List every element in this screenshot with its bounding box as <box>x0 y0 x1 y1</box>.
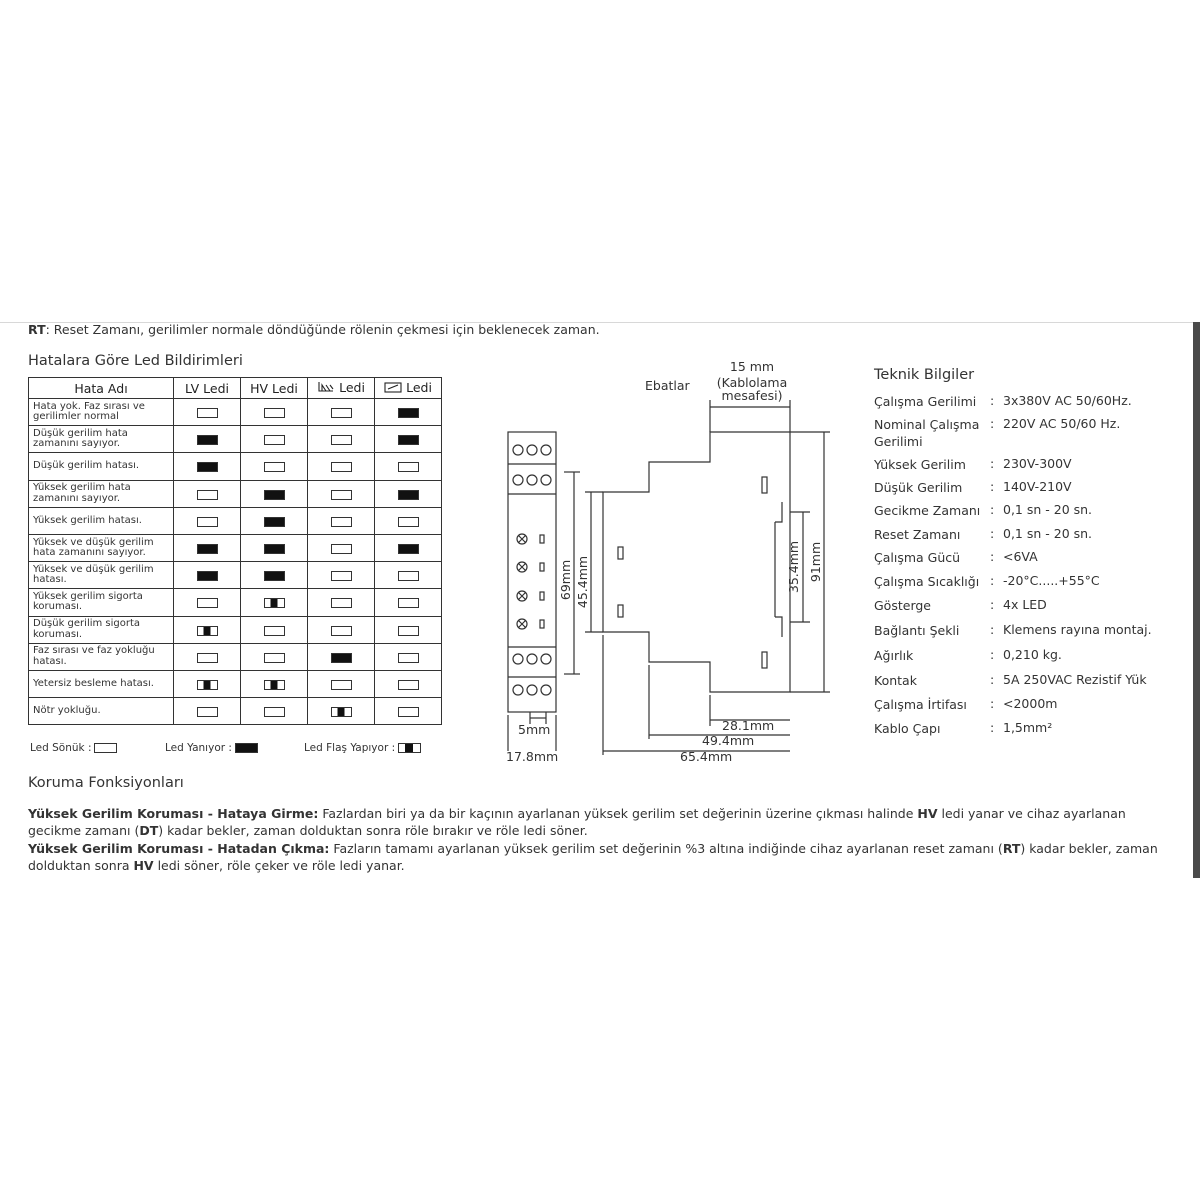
led-flash-icon <box>264 598 285 608</box>
led-cell <box>308 480 375 507</box>
led-cell <box>174 670 241 697</box>
datasheet-page <box>0 322 1200 878</box>
spec-value: -20°C.....+55°C <box>1003 573 1100 588</box>
protection-title: Koruma Fonksiyonları <box>28 775 184 791</box>
led-off-icon <box>331 462 352 472</box>
spec-colon: : <box>990 456 995 471</box>
led-off-icon <box>264 707 285 717</box>
error-name: Yüksek gerilim hatası. <box>29 507 174 534</box>
spec-colon: : <box>990 672 995 687</box>
spec-colon: : <box>990 479 995 494</box>
legend-off <box>30 742 117 754</box>
led-on-icon <box>398 435 419 445</box>
led-cell <box>241 426 308 453</box>
led-off-icon <box>197 653 218 663</box>
dim-cable-1: 15 mm <box>729 359 775 374</box>
spec-colon: : <box>990 647 995 662</box>
p1-t1: Fazlardan biri ya da bir kaçının ayarlanan yüksek gerilim set değerinin üzerine çıkması halinde <box>318 806 918 821</box>
relay-icon <box>384 381 402 396</box>
spec-label: Çalışma Gücü <box>874 550 961 565</box>
spec-label: Reset Zamanı <box>874 527 961 542</box>
dim-height-front: 69mm <box>558 559 573 601</box>
spec-value: 140V-210V <box>1003 479 1072 494</box>
led-cell <box>241 670 308 697</box>
led-off-icon <box>331 571 352 581</box>
led-cell <box>375 562 442 589</box>
dim-height-total: 91mm <box>808 541 823 583</box>
tech-title: Teknik Bilgiler <box>874 367 975 383</box>
legend-off-label: Led Sönük : <box>30 742 92 754</box>
legend-flash-label: Led Flaş Yapıyor : <box>304 742 396 754</box>
dim-cable-2: (Kablolama <box>716 375 788 390</box>
p2-t1: Fazların tamamı ayarlanan yüksek gerilim set değerinin %3 altına indiğinde cihaz ayarlanan reset zamanı ( <box>329 841 1003 856</box>
table-row <box>29 480 442 507</box>
led-cell <box>375 589 442 616</box>
spec-value: 3x380V AC 50/60Hz. <box>1003 393 1132 408</box>
led-cell <box>241 399 308 426</box>
dim-depth-3: 65.4mm <box>680 749 733 764</box>
p2-b1: RT <box>1002 841 1021 856</box>
led-off-icon <box>331 598 352 608</box>
legend-flash <box>304 742 421 754</box>
legend-flash-swatch <box>398 743 421 753</box>
table-row <box>29 589 442 616</box>
led-cell <box>375 670 442 697</box>
led-cell <box>308 616 375 643</box>
table-row <box>29 643 442 670</box>
spec-label: Düşük Gerilim <box>874 480 963 495</box>
protection-paragraph-1 <box>28 805 1168 839</box>
led-cell <box>241 562 308 589</box>
spec-colon: : <box>990 393 995 408</box>
dim-cable-3: mesafesi) <box>721 388 783 403</box>
table-row <box>29 453 442 480</box>
led-off-icon <box>398 598 419 608</box>
led-cell <box>375 616 442 643</box>
table-row <box>29 616 442 643</box>
table-row <box>29 399 442 426</box>
led-off-icon <box>398 680 419 690</box>
led-cell <box>174 616 241 643</box>
error-name: Yüksek ve düşük gerilim hatası. <box>29 562 174 589</box>
led-cell <box>375 643 442 670</box>
led-cell <box>308 534 375 561</box>
spec-colon: : <box>990 502 995 517</box>
led-off-icon <box>331 435 352 445</box>
p1-b1: HV <box>917 806 938 821</box>
led-off-icon <box>398 517 419 527</box>
error-name: Yüksek gerilim hata zamanını sayıyor. <box>29 480 174 507</box>
led-on-icon <box>197 544 218 554</box>
led-cell <box>174 643 241 670</box>
led-flash-icon <box>264 680 285 690</box>
spec-value: 230V-300V <box>1003 456 1072 471</box>
led-table-header <box>29 378 442 399</box>
spec-label: Bağlantı Şekli <box>874 623 960 638</box>
led-cell <box>241 698 308 725</box>
led-off-icon <box>264 626 285 636</box>
spec-label: Gecikme Zamanı <box>874 503 981 518</box>
led-cell <box>241 453 308 480</box>
led-on-icon <box>264 544 285 554</box>
p2-t2: ) kadar bekler, zaman dolduktan sonra <box>28 841 1158 873</box>
led-on-icon <box>264 571 285 581</box>
spec-label: Yüksek Gerilim <box>874 457 966 472</box>
spec-label: Ağırlık <box>874 648 914 663</box>
spec-colon: : <box>990 416 995 431</box>
spec-value: 0,1 sn - 20 sn. <box>1003 502 1093 517</box>
p1-t2: ledi yanar ve cihaz ayarlanan gecikme zamanı ( <box>28 806 1126 838</box>
led-off-icon <box>264 653 285 663</box>
led-cell <box>174 534 241 561</box>
led-off-icon <box>197 490 218 500</box>
header-lv: LV Ledi <box>174 378 241 399</box>
led-on-icon <box>398 490 419 500</box>
rt-text: : Reset Zamanı, gerilimler normale döndüğünde rölenin çekmesi için beklenecek zaman. <box>45 322 600 337</box>
dim-depth-2: 49.4mm <box>702 733 755 748</box>
spec-value: <6VA <box>1003 549 1038 564</box>
led-on-icon <box>398 408 419 418</box>
spec-value: 4x LED <box>1003 597 1047 612</box>
led-off-icon <box>197 408 218 418</box>
error-name: Düşük gerilim hatası. <box>29 453 174 480</box>
led-section-title: Hatalara Göre Led Bildirimleri <box>28 353 243 369</box>
dim-title: Ebatlar <box>645 378 690 393</box>
header-phase-label: Ledi <box>339 380 365 395</box>
led-cell <box>375 698 442 725</box>
led-off-icon <box>398 571 419 581</box>
header-hv: HV Ledi <box>241 378 308 399</box>
p1-t3: ) kadar bekler, zaman dolduktan sonra röle bırakır ve röle ledi söner. <box>158 823 588 838</box>
spec-value: 220V AC 50/60 Hz. <box>1003 416 1121 431</box>
spec-label: Nominal Çalışma Gerilimi <box>874 417 980 449</box>
spec-colon: : <box>990 526 995 541</box>
led-off-icon <box>331 490 352 500</box>
led-off-icon <box>197 707 218 717</box>
led-on-icon <box>264 490 285 500</box>
led-off-icon <box>331 544 352 554</box>
dim-width-module: 5mm <box>518 722 551 737</box>
spec-colon: : <box>990 622 995 637</box>
error-name: Yüksek gerilim sigorta koruması. <box>29 589 174 616</box>
led-table <box>28 377 442 725</box>
p1-b2: DT <box>139 823 159 838</box>
led-cell <box>241 480 308 507</box>
dim-height-inner: 45.4mm <box>575 555 590 609</box>
led-on-icon <box>197 435 218 445</box>
led-flash-icon <box>197 680 218 690</box>
header-relay-label: Ledi <box>406 380 432 395</box>
table-row <box>29 670 442 697</box>
led-off-icon <box>264 408 285 418</box>
led-off-icon <box>331 517 352 527</box>
led-off-icon <box>197 517 218 527</box>
led-cell <box>308 589 375 616</box>
spec-value: 0,210 kg. <box>1003 647 1062 662</box>
led-cell <box>308 643 375 670</box>
led-cell <box>241 507 308 534</box>
p2-t3: ledi söner, röle çeker ve röle ledi yanar. <box>153 858 405 873</box>
led-cell <box>308 670 375 697</box>
led-cell <box>174 507 241 534</box>
led-cell <box>174 480 241 507</box>
led-cell <box>375 399 442 426</box>
led-off-icon <box>264 462 285 472</box>
spec-label: Çalışma Sıcaklığı <box>874 574 980 589</box>
led-cell <box>375 453 442 480</box>
scrollbar[interactable] <box>1193 322 1200 878</box>
legend-on <box>165 742 258 754</box>
led-off-icon <box>331 408 352 418</box>
dim-depth-1: 28.1mm <box>722 718 775 733</box>
phase-sequence-icon <box>317 381 335 396</box>
led-on-icon <box>197 462 218 472</box>
led-cell <box>375 480 442 507</box>
table-row <box>29 534 442 561</box>
p2-b2: HV <box>133 858 154 873</box>
dimensions-diagram <box>490 359 850 764</box>
led-cell <box>308 426 375 453</box>
led-cell <box>174 453 241 480</box>
led-cell <box>241 534 308 561</box>
led-cell <box>308 399 375 426</box>
spec-colon: : <box>990 696 995 711</box>
led-cell <box>241 616 308 643</box>
error-name: Yetersiz besleme hatası. <box>29 670 174 697</box>
led-cell <box>375 507 442 534</box>
led-cell <box>375 534 442 561</box>
rt-note <box>28 322 600 337</box>
header-relay <box>375 378 442 399</box>
spec-value: Klemens rayına montaj. <box>1003 622 1152 637</box>
table-row <box>29 562 442 589</box>
error-name: Düşük gerilim sigorta koruması. <box>29 616 174 643</box>
legend-on-label: Led Yanıyor : <box>165 742 232 754</box>
led-flash-icon <box>331 707 352 717</box>
error-name: Yüksek ve düşük gerilim hata zamanını sayıyor. <box>29 534 174 561</box>
led-off-icon <box>398 653 419 663</box>
spec-colon: : <box>990 597 995 612</box>
spec-colon: : <box>990 720 995 735</box>
led-off-icon <box>331 680 352 690</box>
spec-value: <2000m <box>1003 696 1058 711</box>
dim-width-total: 17.8mm <box>506 749 559 764</box>
error-name: Faz sırası ve faz yokluğu hatası. <box>29 643 174 670</box>
led-cell <box>308 507 375 534</box>
rt-abbr: RT <box>28 322 46 337</box>
spec-label: Kontak <box>874 673 917 688</box>
led-cell <box>308 562 375 589</box>
table-row <box>29 507 442 534</box>
led-cell <box>375 426 442 453</box>
led-on-icon <box>331 653 352 663</box>
p2-lead: Yüksek Gerilim Koruması - Hatadan Çıkma: <box>28 841 330 856</box>
error-name: Nötr yokluğu. <box>29 698 174 725</box>
led-off-icon <box>264 435 285 445</box>
p1-lead: Yüksek Gerilim Koruması - Hataya Girme: <box>28 806 319 821</box>
spec-label: Çalışma Gerilimi <box>874 394 977 409</box>
spec-value: 5A 250VAC Rezistif Yük <box>1003 672 1147 687</box>
header-name: Hata Adı <box>29 378 174 399</box>
spec-value: 0,1 sn - 20 sn. <box>1003 526 1093 541</box>
led-on-icon <box>197 571 218 581</box>
spec-label: Çalışma İrtifası <box>874 697 967 712</box>
error-name: Düşük gerilim hata zamanını sayıyor. <box>29 426 174 453</box>
protection-paragraph-2 <box>28 840 1168 874</box>
led-cell <box>241 589 308 616</box>
table-row <box>29 698 442 725</box>
led-cell <box>174 698 241 725</box>
spec-value: 1,5mm² <box>1003 720 1053 735</box>
led-cell <box>174 589 241 616</box>
legend-off-swatch <box>94 743 117 753</box>
spec-label: Gösterge <box>874 598 931 613</box>
led-cell <box>174 562 241 589</box>
header-phase <box>308 378 375 399</box>
led-off-icon <box>398 707 419 717</box>
spec-colon: : <box>990 549 995 564</box>
led-cell <box>241 643 308 670</box>
spec-colon: : <box>990 573 995 588</box>
spec-label: Kablo Çapı <box>874 721 941 736</box>
led-on-icon <box>398 544 419 554</box>
led-cell <box>174 426 241 453</box>
led-cell <box>308 698 375 725</box>
dim-height-rail: 35.4mm <box>786 540 801 594</box>
table-row <box>29 426 442 453</box>
led-cell <box>308 453 375 480</box>
led-cell <box>174 399 241 426</box>
led-off-icon <box>398 626 419 636</box>
led-off-icon <box>331 626 352 636</box>
led-off-icon <box>398 462 419 472</box>
led-on-icon <box>264 517 285 527</box>
led-flash-icon <box>197 626 218 636</box>
legend-on-swatch <box>235 743 258 753</box>
module-front <box>508 432 556 712</box>
error-name: Hata yok. Faz sırası ve gerilimler normal <box>29 399 174 426</box>
led-off-icon <box>197 598 218 608</box>
